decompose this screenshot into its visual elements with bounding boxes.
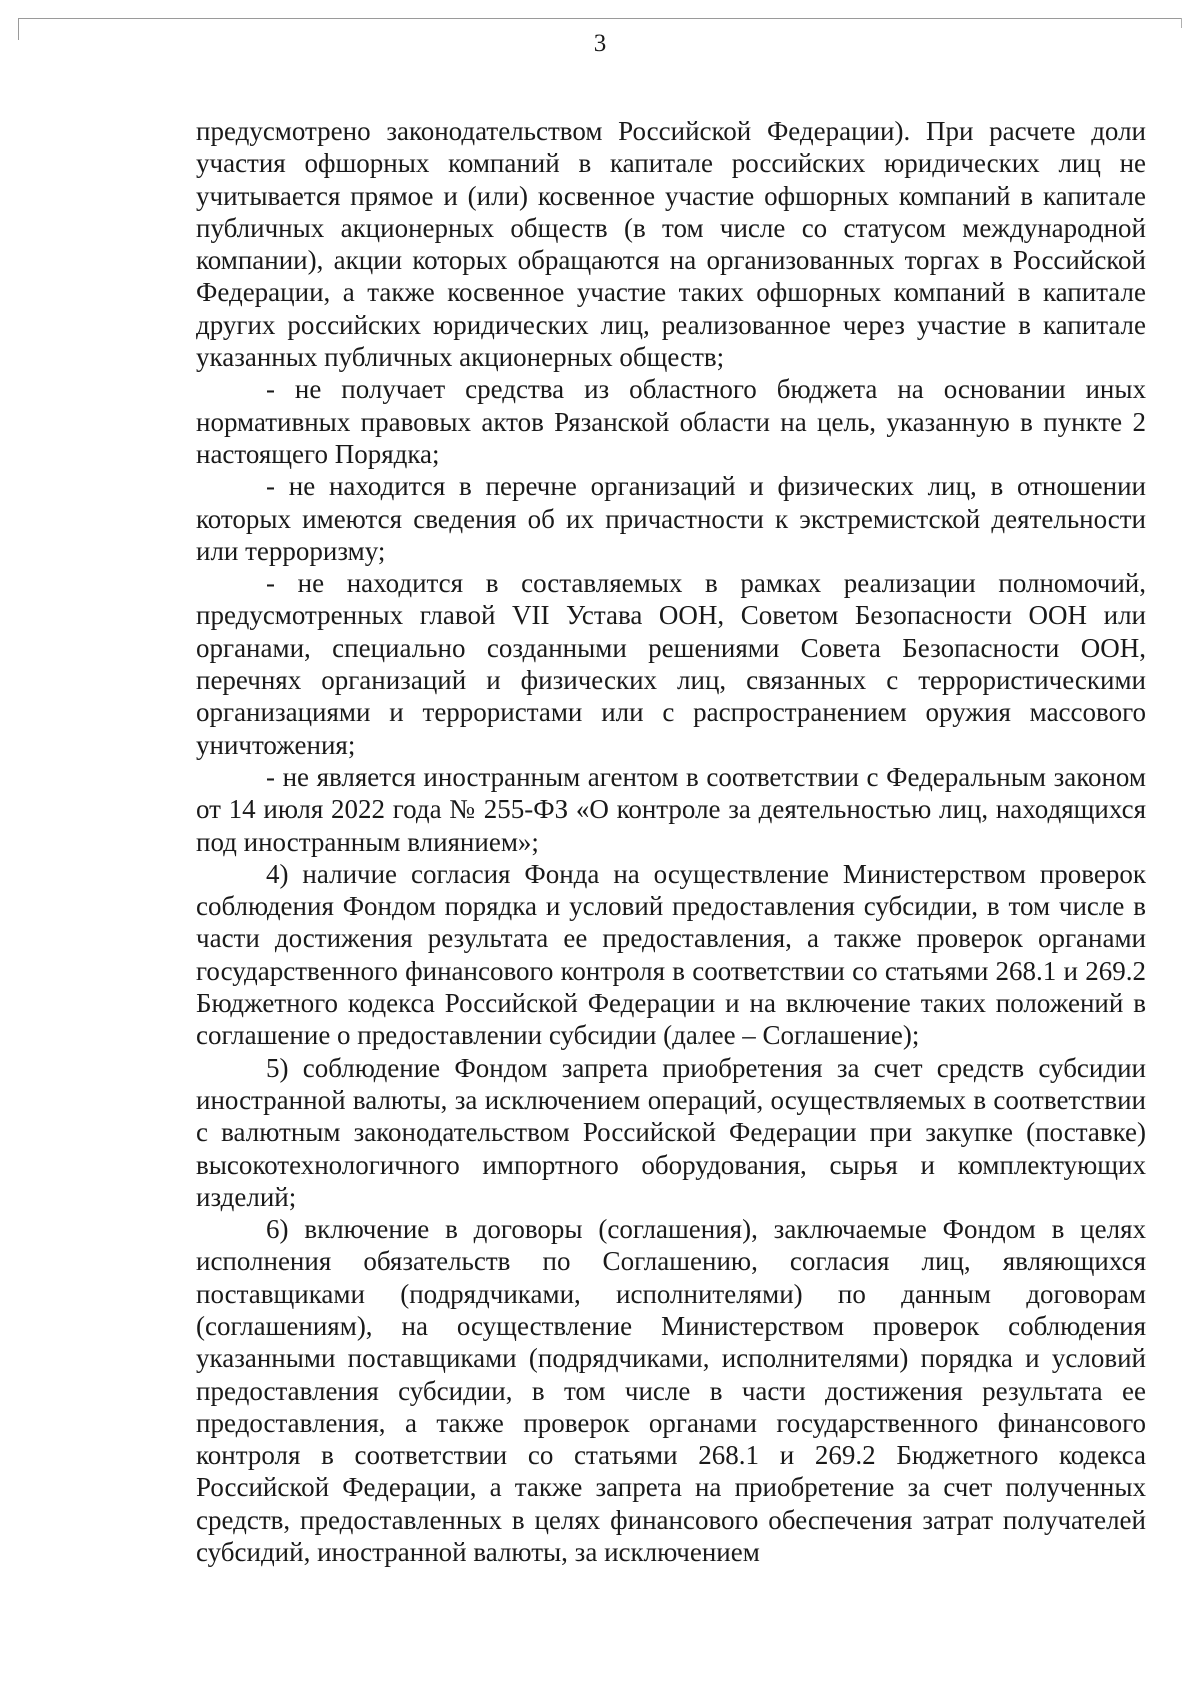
paragraph-no-budget-funds: - не получает средства из областного бюджета на основании иных нормативных правовых актов Рязанской области на цель, указанную в пункте 2 настоящего Порядка; xyxy=(196,374,1146,469)
page-number: 3 xyxy=(593,30,607,57)
paragraph-item-5-currency-ban: 5) соблюдение Фондом запрета приобретения за счет средств субсидии иностранной валюты, за исключением операций, осуществляемых в соответствии с валютным законодательством Российской Федерации при закупке (поставке) высокотехнологичного импортного оборудования, сырья и комплектующих изделий; xyxy=(196,1052,1146,1212)
scan-border-right xyxy=(1181,18,1182,28)
scan-border-top xyxy=(18,18,1182,19)
paragraph-not-un-sanctions-list: - не находится в составляемых в рамках реализации полномочий, предусмотренных главой VII Устава ООН, Советом Безопасности ООН или органами, специально созданными решениями Совета Безопасности ООН, перечнях организаций и физических лиц, связанных с террористическими организациями и террористами или с распространением оружия массового уничтожения; xyxy=(196,568,1146,760)
paragraph-continuation: предусмотрено законодательством Российской Федерации). При расчете доли участия офшорных компаний в капитале российских юридических лиц не учитывается прямое и (или) косвенное участие офшорных компаний в капитале публичных акционерных обществ (в том числе со статусом международной компании), акции которых обращаются на организованных торгах в Российской Федерации, а также косвенное участие таких офшорных компаний в капитале других российских юридических лиц, реализованное через участие в капитале указанных публичных акционерных обществ; xyxy=(196,116,1146,373)
paragraph-item-4-inspections-consent: 4) наличие согласия Фонда на осуществление Министерством проверок соблюдения Фондом порядка и условий предоставления субсидии, в том числе в части достижения результата ее предоставления, а также проверок органами государственного финансового контроля в соответствии со статьями 268.1 и 269.2 Бюджетного кодекса Российской Федерации и на включение таких положений в соглашение о предоставлении субсидии (далее – Соглашение); xyxy=(196,858,1146,1051)
document-body xyxy=(196,115,1146,1568)
paragraph-not-extremist-list: - не находится в перечне организаций и физических лиц, в отношении которых имеются сведения об их причастности к экстремистской деятельности или терроризму; xyxy=(196,471,1146,566)
paragraph-not-foreign-agent: - не является иностранным агентом в соответствии с Федеральным законом от 14 июля 2022 года № 255-ФЗ «О контроле за деятельностью лиц, находящихся под иностранным влиянием»; xyxy=(196,761,1146,857)
paragraph-item-6-contract-clauses: 6) включение в договоры (соглашения), заключаемые Фондом в целях исполнения обязательств по Соглашению, согласия лиц, являющихся поставщиками (подрядчиками, исполнителями) по данным договорам (соглашениям), на осуществление Министерством проверок соблюдения указанными поставщиками (подрядчиками, исполнителями) порядка и условий предоставления субсидии, в том числе в части достижения результата ее предоставления, а также проверок органами государственного финансового контроля в соответствии со статьями 268.1 и 269.2 Бюджетного кодекса Российской Федерации, а также запрета на приобретение за счет полученных средств, предоставленных в целях финансового обеспечения затрат получателей субсидий, иностранной валюты, за исключением xyxy=(196,1214,1146,1568)
